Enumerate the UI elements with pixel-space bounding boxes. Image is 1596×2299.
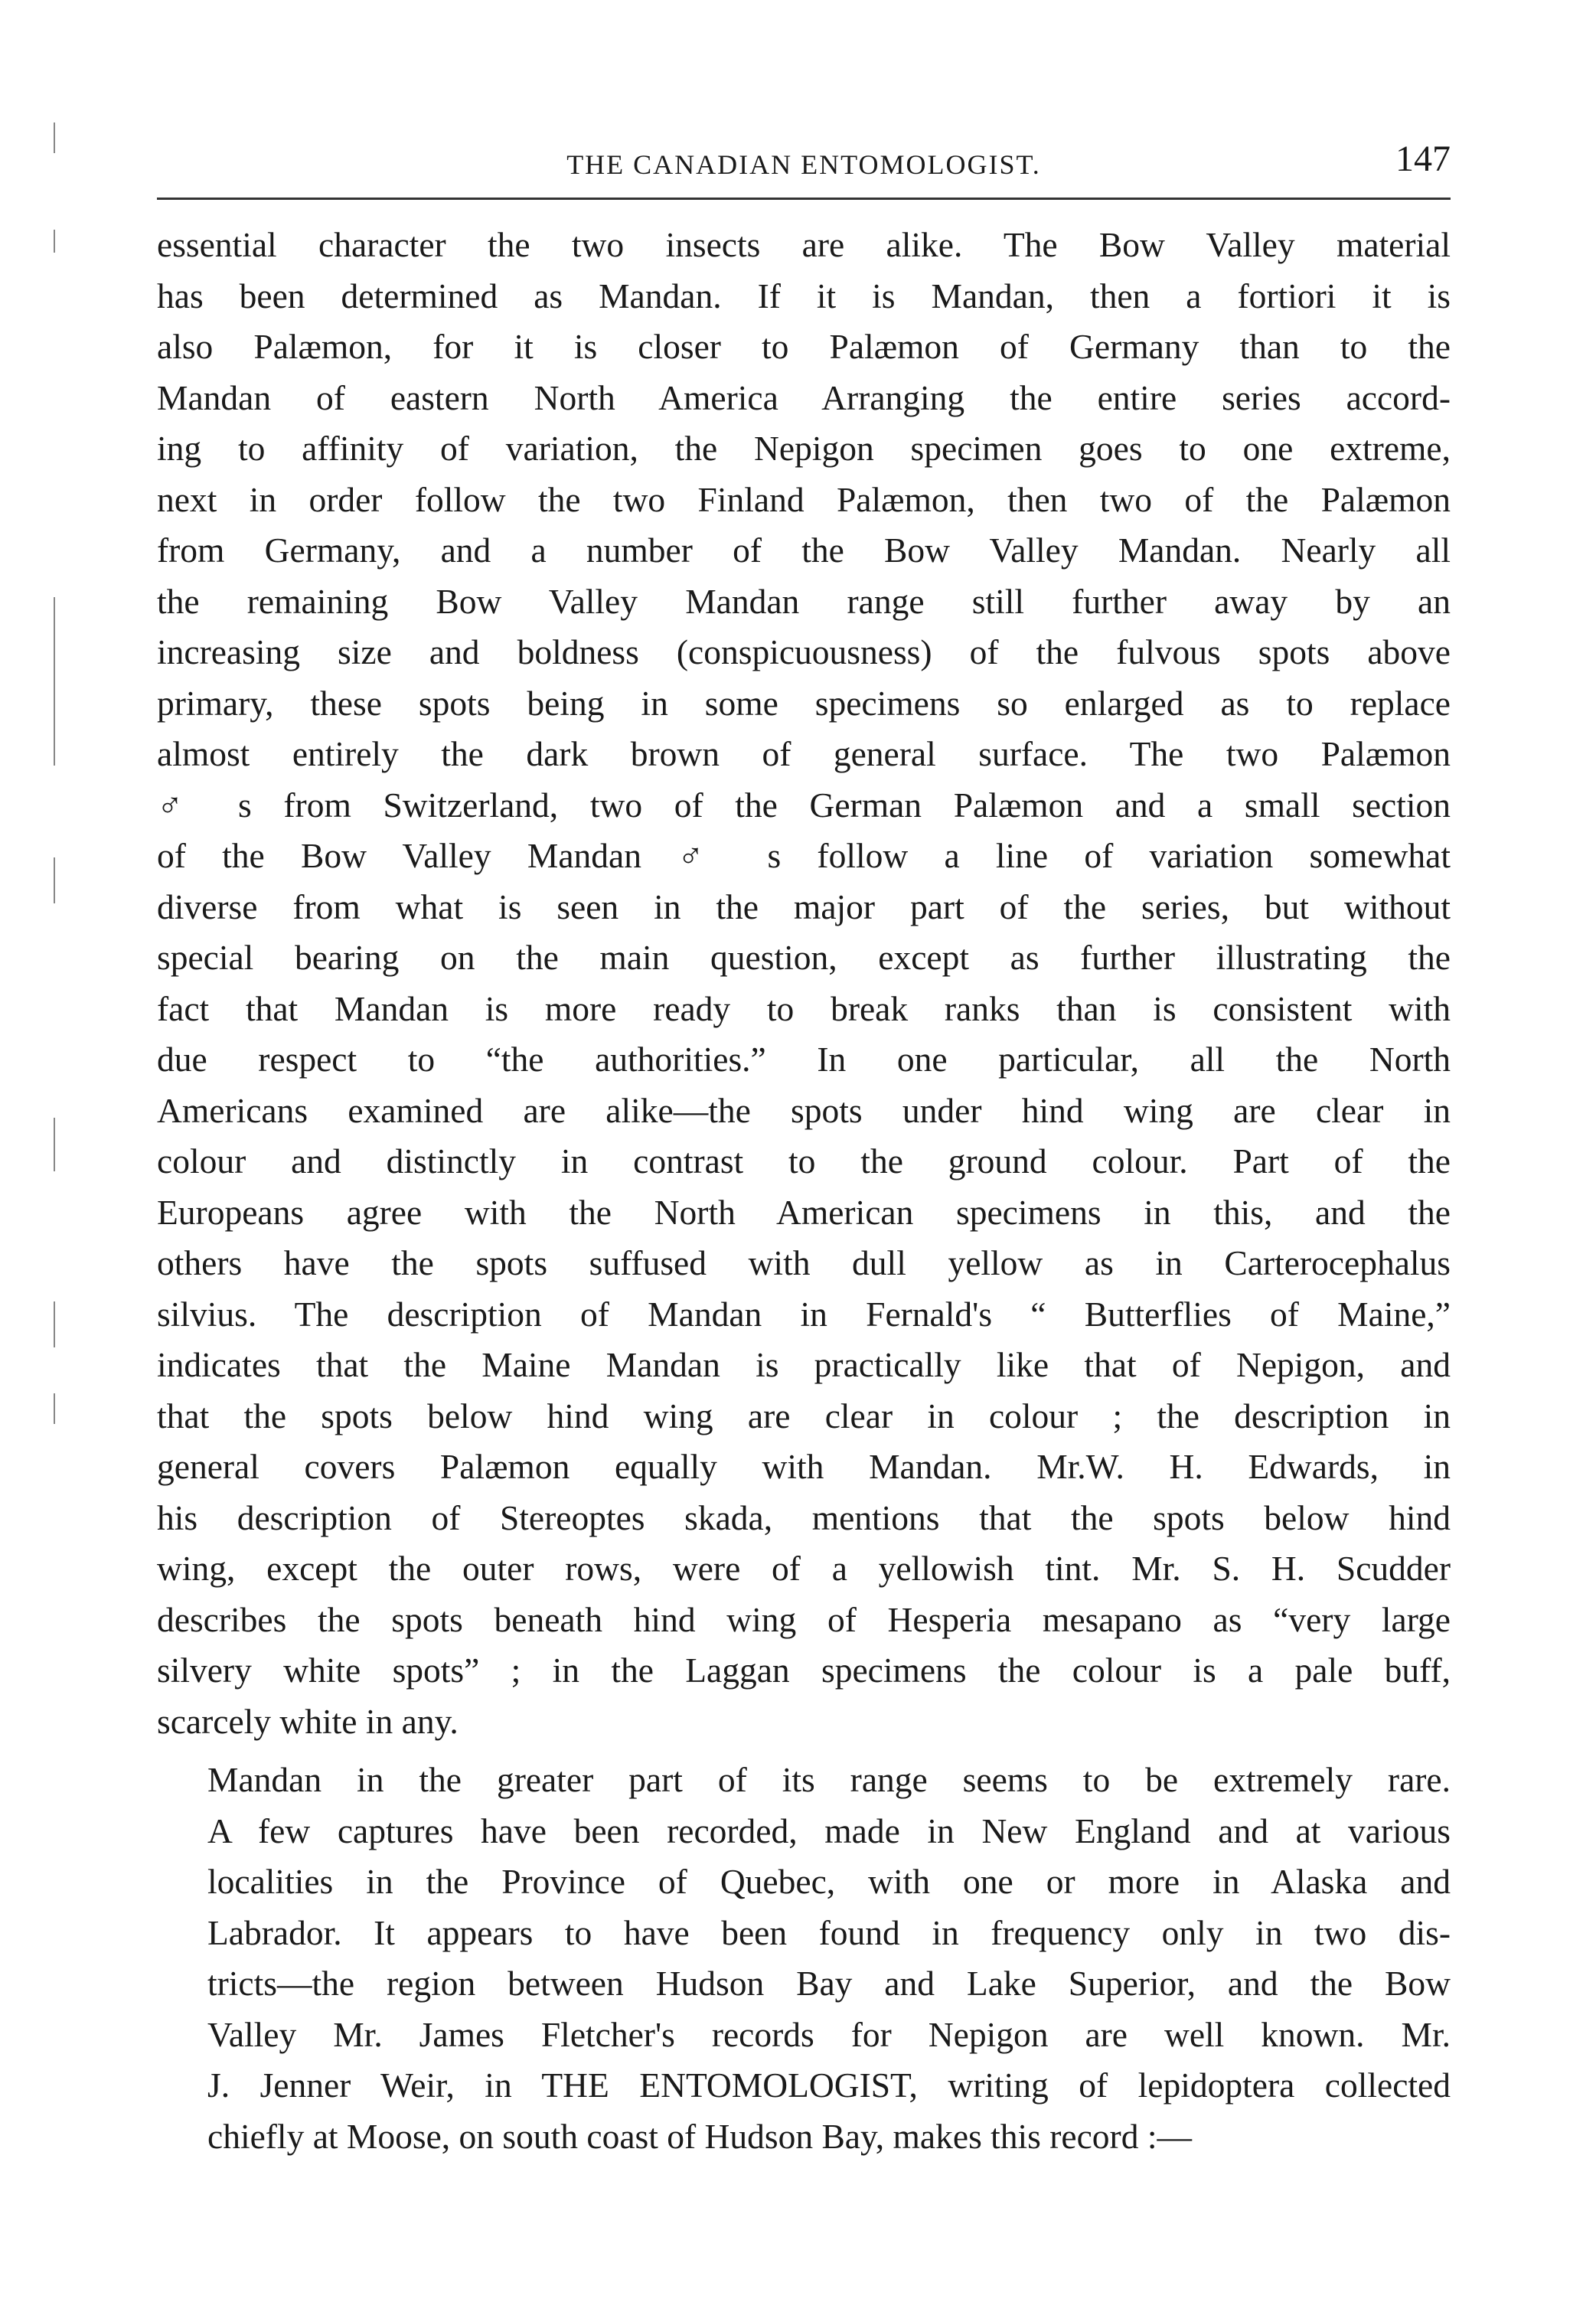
text-line: his description of Stereoptes skada, mentions that the spots below hind	[157, 1497, 1451, 1537]
text-line: general covers Palæmon equally with Mandan. Mr.W. H. Edwards, in	[157, 1447, 1451, 1486]
running-title: THE CANADIAN ENTOMOLOGIST.	[566, 149, 1041, 180]
text-line: from Germany, and a number of the Bow Valley Mandan. Nearly all	[157, 531, 1451, 570]
text-line: almost entirely the dark brown of general surface. The two Palæmon	[157, 734, 1451, 773]
text-line: the remaining Bow Valley Mandan range still further away by an	[157, 581, 1451, 621]
text-line: special bearing on the main question, except as further illustrating the	[157, 938, 1451, 977]
text-line: diverse from what is seen in the major part of the series, but without	[157, 887, 1451, 926]
text-line: primary, these spots being in some specimens so enlarged as to replace	[157, 683, 1451, 723]
header-rule	[157, 198, 1451, 200]
text-line: that the spots below hind wing are clear in colour ; the description in	[157, 1396, 1451, 1435]
text-line: Valley Mr. James Fletcher's records for Nepigon are well known. Mr.	[207, 2014, 1451, 2054]
document-page	[157, 130, 1451, 2162]
text-line: describes the spots beneath hind wing of Hesperia mesapano as “very large	[157, 1599, 1451, 1639]
text-line: Mandan in the greater part of its range seems to be extremely rare.	[207, 1760, 1451, 1799]
text-line: indicates that the Maine Mandan is practically like that of Nepigon, and	[157, 1345, 1451, 1384]
text-line: Mandan of eastern North America Arranging the entire series accord-	[157, 377, 1451, 417]
text-line: silvius. The description of Mandan in Fernald's “ Butterflies of Maine,”	[157, 1294, 1451, 1334]
text-line: ♂ s from Switzerland, two of the German Palæmon and a small section	[157, 785, 1451, 825]
text-line: Europeans agree with the North American specimens in this, and the	[157, 1192, 1451, 1232]
text-line: wing, except the outer rows, were of a yellowish tint. Mr. S. H. Scudder	[157, 1549, 1451, 1588]
text-line: fact that Mandan is more ready to break ranks than is consistent with	[157, 988, 1451, 1028]
page-number: 147	[1395, 139, 1451, 179]
text-line: J. Jenner Weir, in THE ENTOMOLOGIST, writing of lepidoptera collected	[207, 2066, 1451, 2105]
body-text	[157, 220, 1451, 2162]
text-line: also Palæmon, for it is closer to Palæmon of Germany than to the	[157, 327, 1451, 366]
text-line: has been determined as Mandan. If it is Mandan, then a fortiori it is	[157, 276, 1451, 315]
text-line: scarcely white in any.	[157, 1701, 459, 1741]
paragraph	[157, 1755, 1451, 2162]
text-line: increasing size and boldness (conspicuousness) of the fulvous spots above	[157, 632, 1451, 671]
text-line: essential character the two insects are alike. The Bow Valley material	[157, 225, 1451, 264]
text-line: chiefly at Moose, on south coast of Hudson Bay, makes this record :—	[207, 2116, 1192, 2156]
text-line: of the Bow Valley Mandan ♂ s follow a line of variation somewhat	[157, 836, 1451, 875]
text-line: next in order follow the two Finland Palæmon, then two of the Palæmon	[157, 479, 1451, 519]
text-line: colour and distinctly in contrast to the ground colour. Part of the	[157, 1141, 1451, 1181]
text-line: A few captures have been recorded, made in New England and at various	[207, 1811, 1451, 1850]
text-line: localities in the Province of Quebec, with one or more in Alaska and	[207, 1862, 1451, 1901]
running-header	[157, 130, 1451, 184]
text-line: ing to affinity of variation, the Nepigon specimen goes to one extreme,	[157, 429, 1451, 468]
text-line: silvery white spots” ; in the Laggan specimens the colour is a pale buff,	[157, 1651, 1451, 1690]
paragraph	[157, 220, 1451, 1747]
text-line: Americans examined are alike—the spots under hind wing are clear in	[157, 1090, 1451, 1130]
scan-margin-marks	[54, 92, 69, 1623]
text-line: Labrador. It appears to have been found in frequency only in two dis-	[207, 1912, 1451, 1952]
text-line: others have the spots suffused with dull yellow as in Carterocephalus	[157, 1243, 1451, 1282]
text-line: tricts—the region between Hudson Bay and Lake Superior, and the Bow	[207, 1964, 1451, 2003]
text-line: due respect to “the authorities.” In one particular, all the North	[157, 1040, 1451, 1079]
